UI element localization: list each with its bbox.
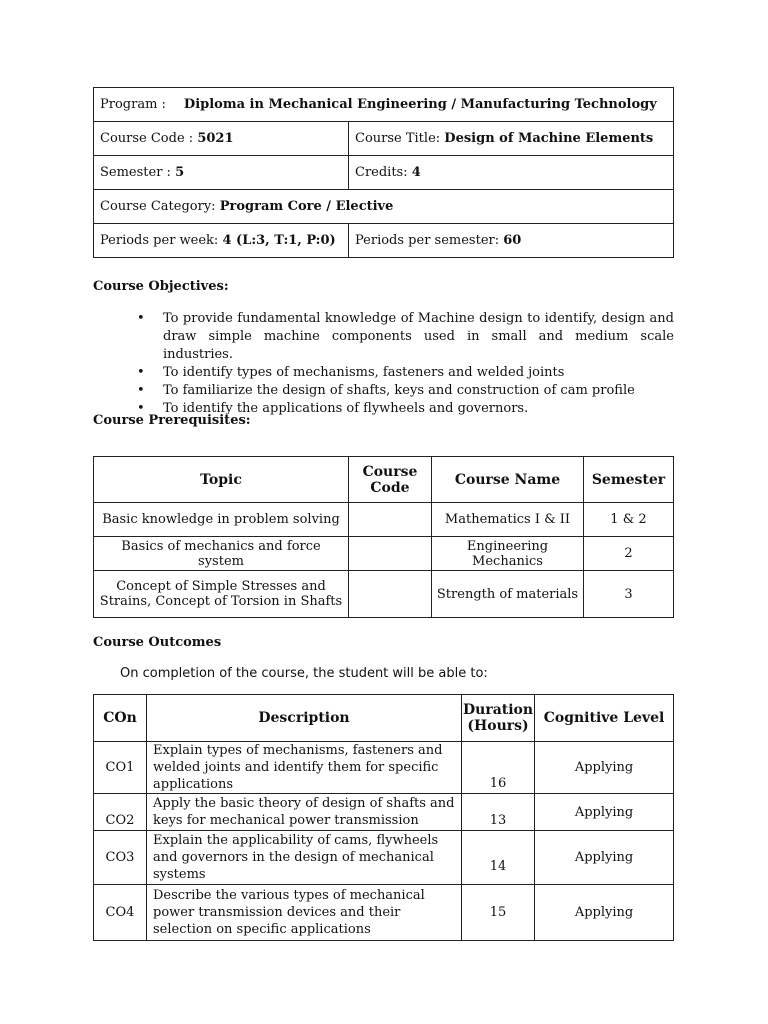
description-cell: Describe the various types of mechanical power transmission devices and their selection on specific applications <box>147 885 462 941</box>
periods-week-label: Periods per week: <box>100 233 219 248</box>
list-item <box>137 382 674 400</box>
description-cell: Explain the applicability of cams, flywheels and governors in the design of mechanical systems <box>147 831 462 885</box>
con-cell: CO2 <box>94 794 147 831</box>
code-cell <box>349 537 432 571</box>
credits-cell <box>349 156 674 190</box>
cognitive-level-cell: Applying <box>535 831 674 885</box>
program-row <box>94 88 674 122</box>
objective-text: To provide fundamental knowledge of Machine design to identify, design and draw simple machine components used in small and medium scale industries. <box>163 311 674 362</box>
con-cell: CO3 <box>94 831 147 885</box>
table-header-row <box>94 457 674 503</box>
category-row <box>94 190 674 224</box>
semester-value: 5 <box>175 165 185 180</box>
duration-cell: 16 <box>462 742 535 794</box>
duration-cell: 13 <box>462 794 535 831</box>
description-cell: Explain types of mechanisms, fasteners and welded joints and identify them for specific applications <box>147 742 462 794</box>
semester-cell: 2 <box>584 537 674 571</box>
table-row <box>94 794 674 831</box>
course-code-label: Course Code : <box>100 131 194 146</box>
program-cell <box>94 88 674 122</box>
list-item <box>137 364 674 382</box>
outcomes-intro: On completion of the course, the student will be able to: <box>120 666 488 681</box>
credits-label: Credits: <box>355 165 408 180</box>
course-title-cell <box>349 122 674 156</box>
objectives-list <box>137 310 674 418</box>
course-code-value: 5021 <box>197 131 234 146</box>
semester-cell <box>94 156 349 190</box>
header-cognitive-level: Cognitive Level <box>535 695 674 742</box>
program-label: Program : <box>100 97 166 112</box>
header-description: Description <box>147 695 462 742</box>
periods-row <box>94 224 674 258</box>
periods-semester-cell <box>349 224 674 258</box>
table-row <box>94 831 674 885</box>
credits-value: 4 <box>411 165 421 180</box>
name-cell: Engineering Mechanics <box>432 537 584 571</box>
bullet-icon: • <box>137 311 145 326</box>
course-title-value: Design of Machine Elements <box>444 131 654 146</box>
program-value: Diploma in Mechanical Engineering / Manufacturing Technology <box>183 97 657 112</box>
course-code-row <box>94 122 674 156</box>
category-label: Course Category: <box>100 199 216 214</box>
bullet-icon: • <box>137 383 145 398</box>
header-semester: Semester <box>584 457 674 503</box>
con-cell: CO1 <box>94 742 147 794</box>
name-cell: Mathematics I & II <box>432 503 584 537</box>
course-title-label: Course Title: <box>355 131 441 146</box>
objective-text: To identify the applications of flywheels and governors. <box>163 401 529 416</box>
duration-cell: 14 <box>462 831 535 885</box>
periods-week-cell <box>94 224 349 258</box>
code-cell <box>349 571 432 618</box>
table-row <box>94 885 674 941</box>
course-info-table <box>93 87 674 258</box>
course-code-cell <box>94 122 349 156</box>
course-outcomes-heading: Course Outcomes <box>93 635 222 650</box>
code-cell <box>349 503 432 537</box>
con-cell: CO4 <box>94 885 147 941</box>
header-course-code: Course Code <box>349 457 432 503</box>
table-row <box>94 742 674 794</box>
table-header-row <box>94 695 674 742</box>
semester-cell: 1 & 2 <box>584 503 674 537</box>
course-prerequisites-heading: Course Prerequisites: <box>93 413 251 428</box>
category-value: Program Core / Elective <box>219 199 394 214</box>
course-objectives-heading: Course Objectives: <box>93 279 229 294</box>
description-cell: Apply the basic theory of design of shafts and keys for mechanical power transmission <box>147 794 462 831</box>
semester-row <box>94 156 674 190</box>
topic-cell: Concept of Simple Stresses and Strains, Concept of Torsion in Shafts <box>94 571 349 618</box>
topic-cell: Basic knowledge in problem solving <box>94 503 349 537</box>
header-con: COn <box>94 695 147 742</box>
bullet-icon: • <box>137 401 145 416</box>
periods-semester-label: Periods per semester: <box>355 233 500 248</box>
bullet-icon: • <box>137 365 145 380</box>
outcomes-table <box>93 694 674 941</box>
duration-cell: 15 <box>462 885 535 941</box>
name-cell: Strength of materials <box>432 571 584 618</box>
header-course-name: Course Name <box>432 457 584 503</box>
objective-text: To familiarize the design of shafts, keys and construction of cam profile <box>163 383 635 398</box>
cognitive-level-cell: Applying <box>535 794 674 831</box>
table-row <box>94 503 674 537</box>
semester-cell: 3 <box>584 571 674 618</box>
header-topic: Topic <box>94 457 349 503</box>
periods-week-value: 4 (L:3, T:1, P:0) <box>222 233 336 248</box>
table-row <box>94 537 674 571</box>
category-cell <box>94 190 674 224</box>
semester-label: Semester : <box>100 165 171 180</box>
periods-semester-value: 60 <box>503 233 522 248</box>
topic-cell: Basics of mechanics and force system <box>94 537 349 571</box>
header-duration: Duration (Hours) <box>462 695 535 742</box>
cognitive-level-cell: Applying <box>535 885 674 941</box>
prerequisites-table <box>93 456 674 618</box>
table-row <box>94 571 674 618</box>
cognitive-level-cell: Applying <box>535 742 674 794</box>
objective-text: To identify types of mechanisms, fasteners and welded joints <box>163 365 565 380</box>
list-item <box>137 310 674 364</box>
